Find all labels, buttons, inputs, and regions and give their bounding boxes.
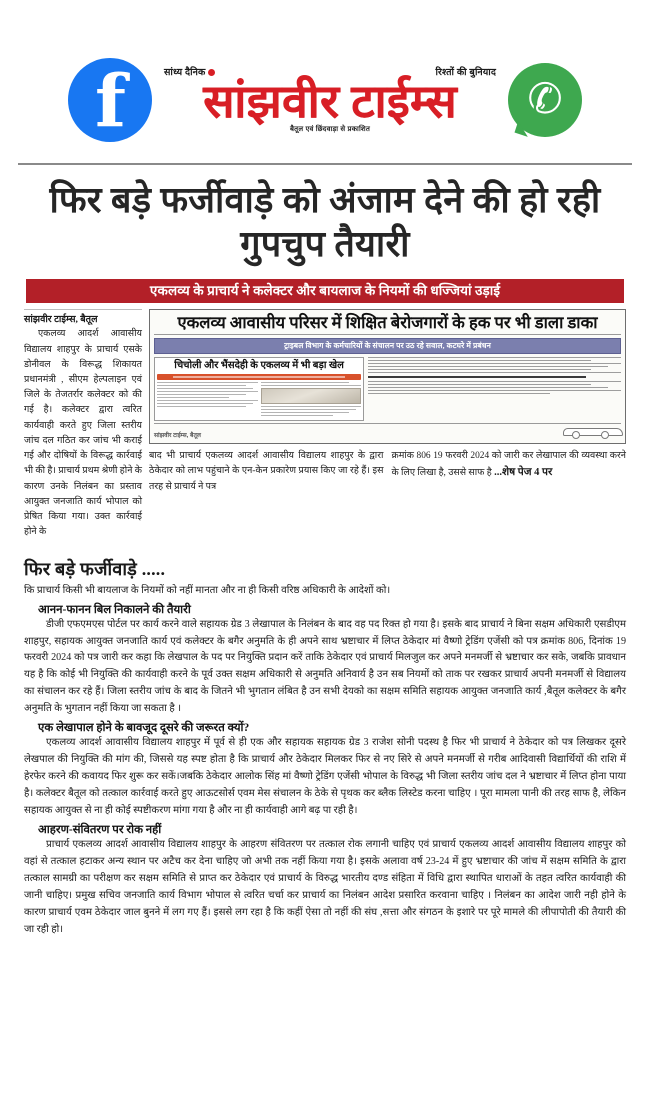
subheading-1: आनन-फानन बिल निकालने की तैयारी [38, 603, 191, 616]
clipping-inner-headline: चिचोली और भैंसदेही के एकलव्य में भी बड़ा खेल [174, 360, 344, 372]
clipping-bold-subhead [368, 376, 585, 378]
newspaper-clipping [149, 309, 626, 444]
facebook-icon[interactable] [68, 58, 152, 142]
clipping-headline: एकलव्य आवासीय परिसर में शिक्षित बेरोजगारों के हक पर भी डाला डाका [154, 313, 621, 335]
subheading-3: आहरण-संवितरण पर रोक नहीं [38, 824, 162, 837]
paragraph-2: एकलव्य आदर्श आवासीय विद्यालय शाहपुर में पूर्व से ही एक और सहायक सहायक ग्रेड 3 राजेश सोनी पदस्थ है फिर भी प्राचार्य ने ठेकेदार को पत्र लिखकर दूसरे लेखपाल की नियुक्ति की मांग की, जिससे यह स्पष्ट होता है कि प्राचार्य और ठेकेदार मिलकर फिर से नए सिरे से अपने मनमर्जी से गरीब आदिवासी विद्यार्थियों की राशि में हेरफेर करने की कवायद फिर शुरू कर सकें।जबकि ठेकेदार आलोक सिंह मां वैष्णो ट्रेडिंग एजेंसी भोपाल के विरुद्ध भी जिला स्तरीय जांच दल ने भ्रष्टाचार में लिप्त होना पाया है। कलेक्टर बैतूल को तत्काल कार्रवाई करते हुए आऊटसोर्स एवम मेस संचालन के ठेके से पृथक कर ब्लैक लिस्टेड करना चाहिए । पूरा मामला पानी की तरह साफ है, लेकिन सहायक आयुक्त से ना ही कोई स्पष्टीकरण मांगा गया है और ना ही कार्यवाही आगे बढ़ पा रही है। [24, 737, 626, 817]
clipping-photo [261, 388, 362, 404]
section-heading: फिर बड़े फर्जीवाड़े ..... [24, 558, 166, 579]
masthead-title-block [158, 65, 502, 134]
jump-line[interactable]: ...शेष पेज 4 पर [494, 467, 553, 479]
article-top [24, 309, 626, 540]
kicker-dot-icon [208, 69, 215, 76]
paper-name: सांझवीर टाईम्स [203, 75, 457, 127]
continuation-columns [149, 449, 626, 495]
continuation-col-2: क्रमांक 806 19 फरवरी 2024 को जारी कर लेखापाल की व्यवस्था करने के लिए लिखा है, उससे साफ है ...शेष पेज 4 पर [391, 451, 626, 479]
subheading-2: एक लेखापाल होने के बावजूद दूसरे की जरूरत क्यों? [38, 722, 250, 735]
masthead-tagline: बैतूल एवं छिंदवाड़ा से प्रकाशित [289, 126, 371, 134]
whatsapp-phone-glyph: ✆ [527, 73, 563, 123]
clipping-text-column [157, 382, 258, 418]
paragraph-1: डीजी एफएमएस पोर्टल पर कार्य करने वाले सहायक ग्रेड 3 लेखापाल के निलंबन के बाद वह पद रिक्त हो गया है। इसके बाद प्राचार्य ने बिना सक्षम अधिकारी एसडीएम शाहपुर, सहायक आयुक्त जनजाति कार्य एवं कलेक्टर के बगैर अनुमति के ही अपने साथ भ्रष्टाचार में लिप्त ठेकेदार मां वैष्णो ट्रेडिंग एजेंसी को पत्र क्रमांक 806, दिनांक 19 फरवरी 2024 को पत्र जारी कर कहा कि लेखपाल के पद पर नियुक्ति प्रदान करें ताकि ठेकेदार एवं प्राचार्य मिलजुल कर अपने मनमर्जी से भ्रष्टाचार कर सके, जबकि प्रावधान यह है कि कोई भी नियुक्ति की कार्यवाही करने के पूर्व उक्त सक्षम अधिकारी से अनुमति अनिवार्य है उन सब नियमों को ताक पर रखकर प्राचार्य अपनी मनमर्जी से विद्यालय का संचालन कर रहे हैं। जिला स्तरीय जांच के बाद के जितने भी भुगतान लंबित है उन सभी देयको का सक्षम समिति सहायक आयुक्त जनजाति कार्य ,बैतूल कलेक्टर के बगैर अनुमति के भुगतान नहीं किया जा सकता है । [24, 618, 626, 715]
clipping-inner-columns [157, 382, 361, 418]
paragraph-3: प्राचार्य एकलव्य आदर्श आवासीय विद्यालय शाहपुर के आहरण संवितरण पर तत्काल रोक लगानी चाहिए एवं प्राचार्य एकलव्य आदर्श आवासीय विद्यालय शाहपुर को वहां से तत्काल हटाकर अन्य स्थान पर अटैच कर देना चाहिए जो अभी तक नहीं किया गया है। इसके अलावा वर्ष 23-24 में हुए भ्रष्टाचार की जांच में सक्षम समिति के द्वारा तत्काल सामग्री का परीक्षण कर सक्षम समिति से प्राप्त कर ठेकेदार एवं प्राचार्य के विरुद्ध भारतीय दण्ड संहिता में विधि द्वारा स्थापित धाराओं के तहत त्वरित कार्यवाही की जानी चाहिए। प्रमुख सचिव जनजाति कार्य विभाग भोपाल से त्वरित चर्चा कर प्राचार्य का निलंबन आदेश प्रसारित करवाना चाहिए । निलंबन का आदेश जारी नही होने के कारण प्राचार्य एवम ठेकेदार जाल बुनने में लग गए हैं। इससे लग रहा है कि कहीं ऐसा तो नहीं की संघ ,सत्ता और संगठन के इशारे पर पूरे मामले की लीपापोती की तैयारी की जा रही हो। [24, 839, 626, 935]
clipping-column [149, 309, 626, 494]
lead-column [24, 309, 142, 540]
masthead [18, 42, 632, 157]
clipping-band: ट्राइबल विभाग के कर्मचारियों के संचालन पर उठ रहे सवाल, कटघरे में प्रबंधन [154, 338, 621, 354]
kicker-right: रिश्तों की बुनियाद [435, 66, 496, 78]
clipping-text-column [261, 382, 362, 418]
subheadline-banner: एकलव्य के प्राचार्य ने कलेक्टर और बायलाज के नियमों की धज्जियां उड़ाई [26, 279, 624, 304]
byline: सांझवीर टाईम्स, बैतूल [24, 309, 142, 325]
clipping-inner-box [154, 357, 364, 421]
facebook-f-glyph: f [95, 58, 125, 144]
kicker-left: सांध्य दैनिक [164, 65, 215, 78]
continuation-col-1: बाद भी प्राचार्य एकलव्य आदर्श आवासीय विद्यालय शाहपुर के द्वारा ठेकेदार को लाभ पहुंचाने के एन-केन प्रकारेण प्रयास किए जा रहे हैं। इस तरह से प्राचार्य ने पत्र [149, 451, 384, 492]
clipping-credit: सांझवीर टाईम्स, बैतूल [154, 433, 201, 440]
whatsapp-icon[interactable] [508, 63, 582, 137]
section-lead: कि प्राचार्य किसी भी बायलाज के नियमों को नहीं मानता और ना ही किसी वरिष्ठ अधिकारी के आदेशों को। [24, 584, 391, 596]
article-body [24, 557, 626, 939]
clipping-body-text [368, 357, 621, 421]
page-title: फिर बड़े फर्जीवाड़े को अंजाम देने की हो रही गुपचुप तैयारी [49, 180, 601, 264]
masthead-divider [18, 163, 632, 165]
lead-paragraph: एकलव्य आदर्श आवासीय विद्यालय शाहपुर के प्राचार्य एसके डोनीवल के विरूद्ध शिकायत प्रधानमंत्री , सीएम हेल्पलाइन एवं जिले के तेजतर्रार कलेक्टर को की गई है। कलेक्टर द्वारा त्वरित कार्यवाही करते हुए जिला स्तरीय जांच दल गठित कर जांच भी कराई गई और दोषियों के विरूद्ध कार्रवाई भी की है। प्राचार्य प्रथम श्रेणी होने के कारण उनके निलंबन का प्रस्ताव आयुक्त जनजाति कार्य भोपाल को प्रेषित किया गया। उक्त कार्रवाई होने के [24, 329, 142, 538]
car-icon [563, 426, 621, 439]
newspaper-page [0, 42, 650, 1104]
clipping-orange-band [157, 374, 361, 380]
